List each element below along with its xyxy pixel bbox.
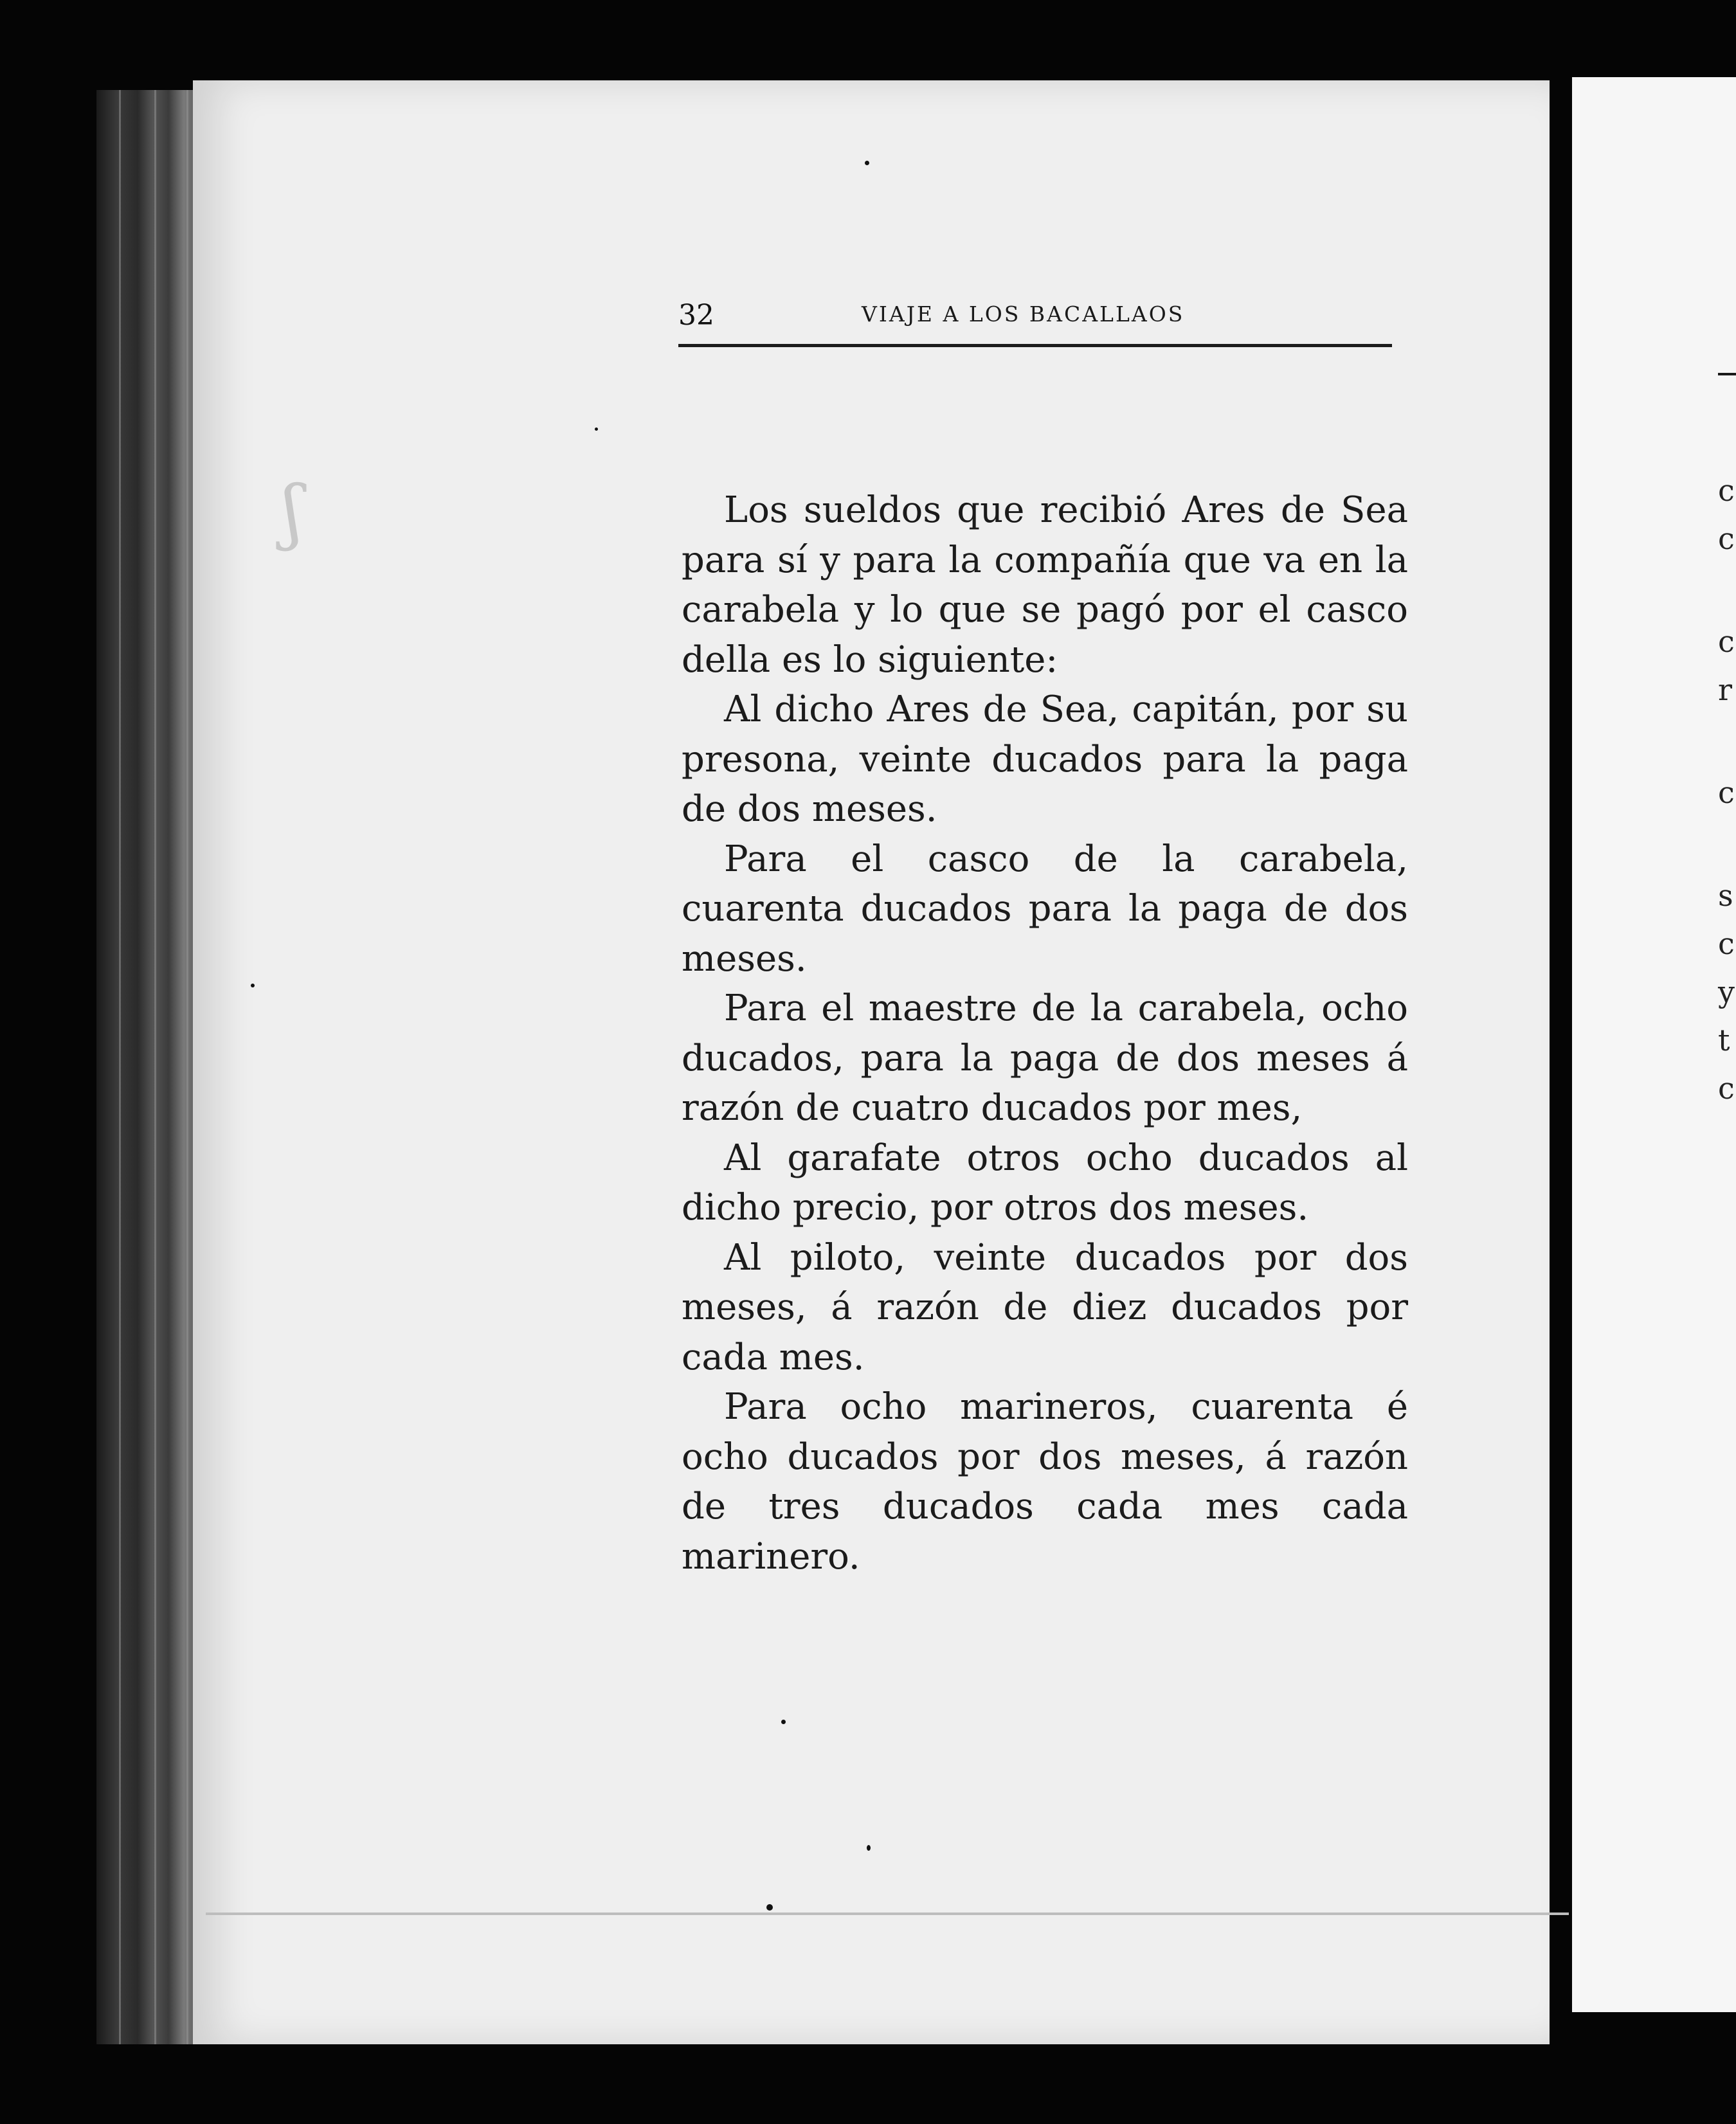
facing-page-glyph: t: [1718, 1023, 1730, 1058]
book-spine: [96, 90, 199, 2044]
paragraph: Al dicho Ares de Sea, capitán, por su presona, veinte ducados para la paga de dos meses.: [682, 688, 1408, 830]
facing-page-glyph: s: [1718, 878, 1733, 913]
paragraph: Al garafate otros ocho ducados al dicho precio, por otros dos meses.: [682, 1137, 1408, 1228]
facing-page-glyph: y: [1718, 975, 1735, 1009]
page-number: 32: [678, 299, 714, 332]
facing-page-rule: [1718, 373, 1736, 375]
paper-speck: [595, 428, 598, 431]
paper-speck: [867, 1845, 871, 1851]
spine-edge-line: [119, 90, 121, 2044]
spine-edge-line: [154, 90, 156, 2044]
page-bottom-edge: [206, 1913, 1569, 1915]
paragraph: Para el maestre de la carabela, ocho ducados, para la paga de dos meses á razón de cuatro ducados por mes,: [682, 987, 1408, 1129]
header-rule: [678, 344, 1392, 347]
paragraph: Al piloto, veinte ducados por dos meses, á razón de diez ducados por cada mes.: [682, 1236, 1408, 1378]
facing-page-glyph: c: [1718, 926, 1735, 961]
facing-page-glyph: c: [1718, 521, 1735, 556]
running-title: VIAJE A LOS BACALLAOS: [862, 302, 1185, 327]
running-head: [678, 292, 1392, 344]
paragraph: Para ocho marineros, cuarenta é ocho ducados por dos meses, á razón de tres ducados cada mes cada marinero.: [682, 1386, 1408, 1578]
facing-page-glyph: c: [1718, 624, 1735, 659]
page-mark: ʃ: [283, 470, 302, 552]
body-text: [682, 485, 1408, 1581]
facing-page-edge: [1572, 77, 1736, 2012]
facing-page-glyph: c: [1718, 775, 1735, 810]
spine-edge-line: [186, 90, 188, 2044]
facing-page-glyph: c: [1718, 1071, 1735, 1106]
paragraph: Para el casco de la carabela, cuarenta ducados para la paga de dos meses.: [682, 838, 1408, 980]
paper-speck: [251, 984, 255, 987]
paper-speck: [865, 161, 869, 165]
paragraph: Los sueldos que recibió Ares de Sea para sí y para la compañía que va en la carabela y lo que se pagó por el casco della es lo siguiente:: [682, 489, 1408, 681]
facing-page-glyph: r: [1718, 672, 1732, 707]
paper-speck: [766, 1904, 773, 1911]
facing-page-glyph: c: [1718, 473, 1735, 508]
paper-speck: [781, 1720, 786, 1724]
